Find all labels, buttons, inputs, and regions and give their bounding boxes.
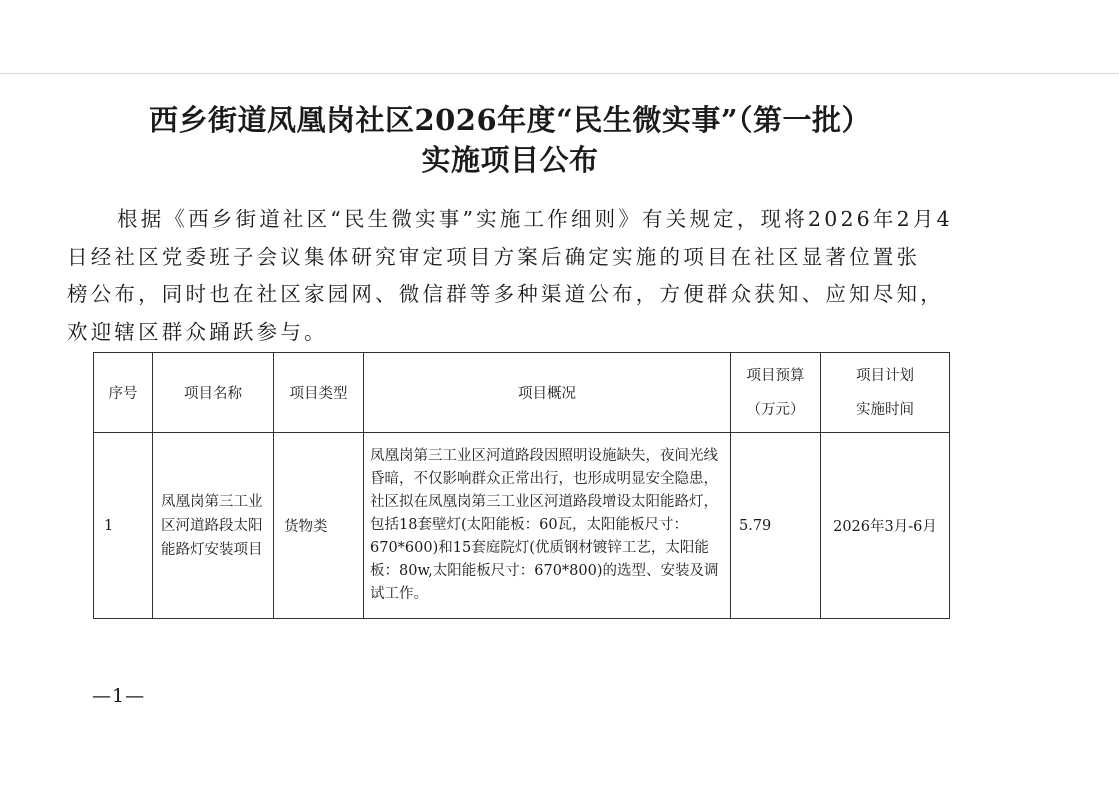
- intro-paragraph: [67, 201, 977, 351]
- header-type: 项目类型: [274, 353, 364, 433]
- cell-type: 货物类: [274, 433, 364, 619]
- header-plan-line1: 项目计划: [856, 367, 914, 384]
- header-budget: [731, 353, 821, 433]
- scan-artifact-line: [0, 73, 1119, 74]
- paragraph-line: 根据《西乡街道社区“民生微实事”实施工作细则》有关规定，现将2026年2月4: [117, 207, 953, 231]
- table-header-row: [94, 353, 950, 433]
- cell-overview: 凤凰岗第三工业区河道路段因照明设施缺失，夜间光线昏暗，不仅影响群众正常出行，也形成明显安全隐患，社区拟在凤凰岗第三工业区河道路段增设太阳能路灯，包括18套壁灯(太阳能板：60瓦，太阳能板尺寸：670*600)和15套庭院灯(优质钢材镀锌工艺，太阳能板：80w,太阳能板尺寸：670*800)的选型、安装及调试工作。: [364, 433, 731, 619]
- header-name: 项目名称: [153, 353, 274, 433]
- header-overview: 项目概况: [364, 353, 731, 433]
- cell-name: 凤凰岗第三工业区河道路段太阳能路灯安装项目: [153, 433, 274, 619]
- cell-budget: 5.79: [731, 433, 821, 619]
- header-plan-line2: 实施时间: [856, 401, 914, 418]
- cell-seq: 1: [94, 433, 153, 619]
- header-budget-line2: （万元）: [746, 401, 805, 418]
- paragraph-line: 欢迎辖区群众踊跃参与。: [67, 319, 328, 344]
- document-title-line1: 西乡街道凤凰岗社区2026年度“民生微实事”（第一批）: [148, 103, 872, 137]
- cell-plan: 2026年3月-6月: [821, 433, 950, 619]
- project-table: [93, 352, 950, 619]
- table-row: [94, 433, 950, 619]
- header-budget-line1: 项目预算: [746, 367, 805, 384]
- page-number: —1—: [92, 685, 146, 707]
- paragraph-line: 榜公布，同时也在社区家园网、微信群等多种渠道公布，方便群众获知、应知尽知，: [67, 282, 944, 306]
- header-plan: [821, 353, 950, 433]
- header-seq: 序号: [94, 353, 153, 433]
- paragraph-line: 日经社区党委班子会议集体研究审定项目方案后确定实施的项目在社区显著位置张: [67, 244, 921, 269]
- document-title-line2: 实施项目公布: [421, 143, 599, 177]
